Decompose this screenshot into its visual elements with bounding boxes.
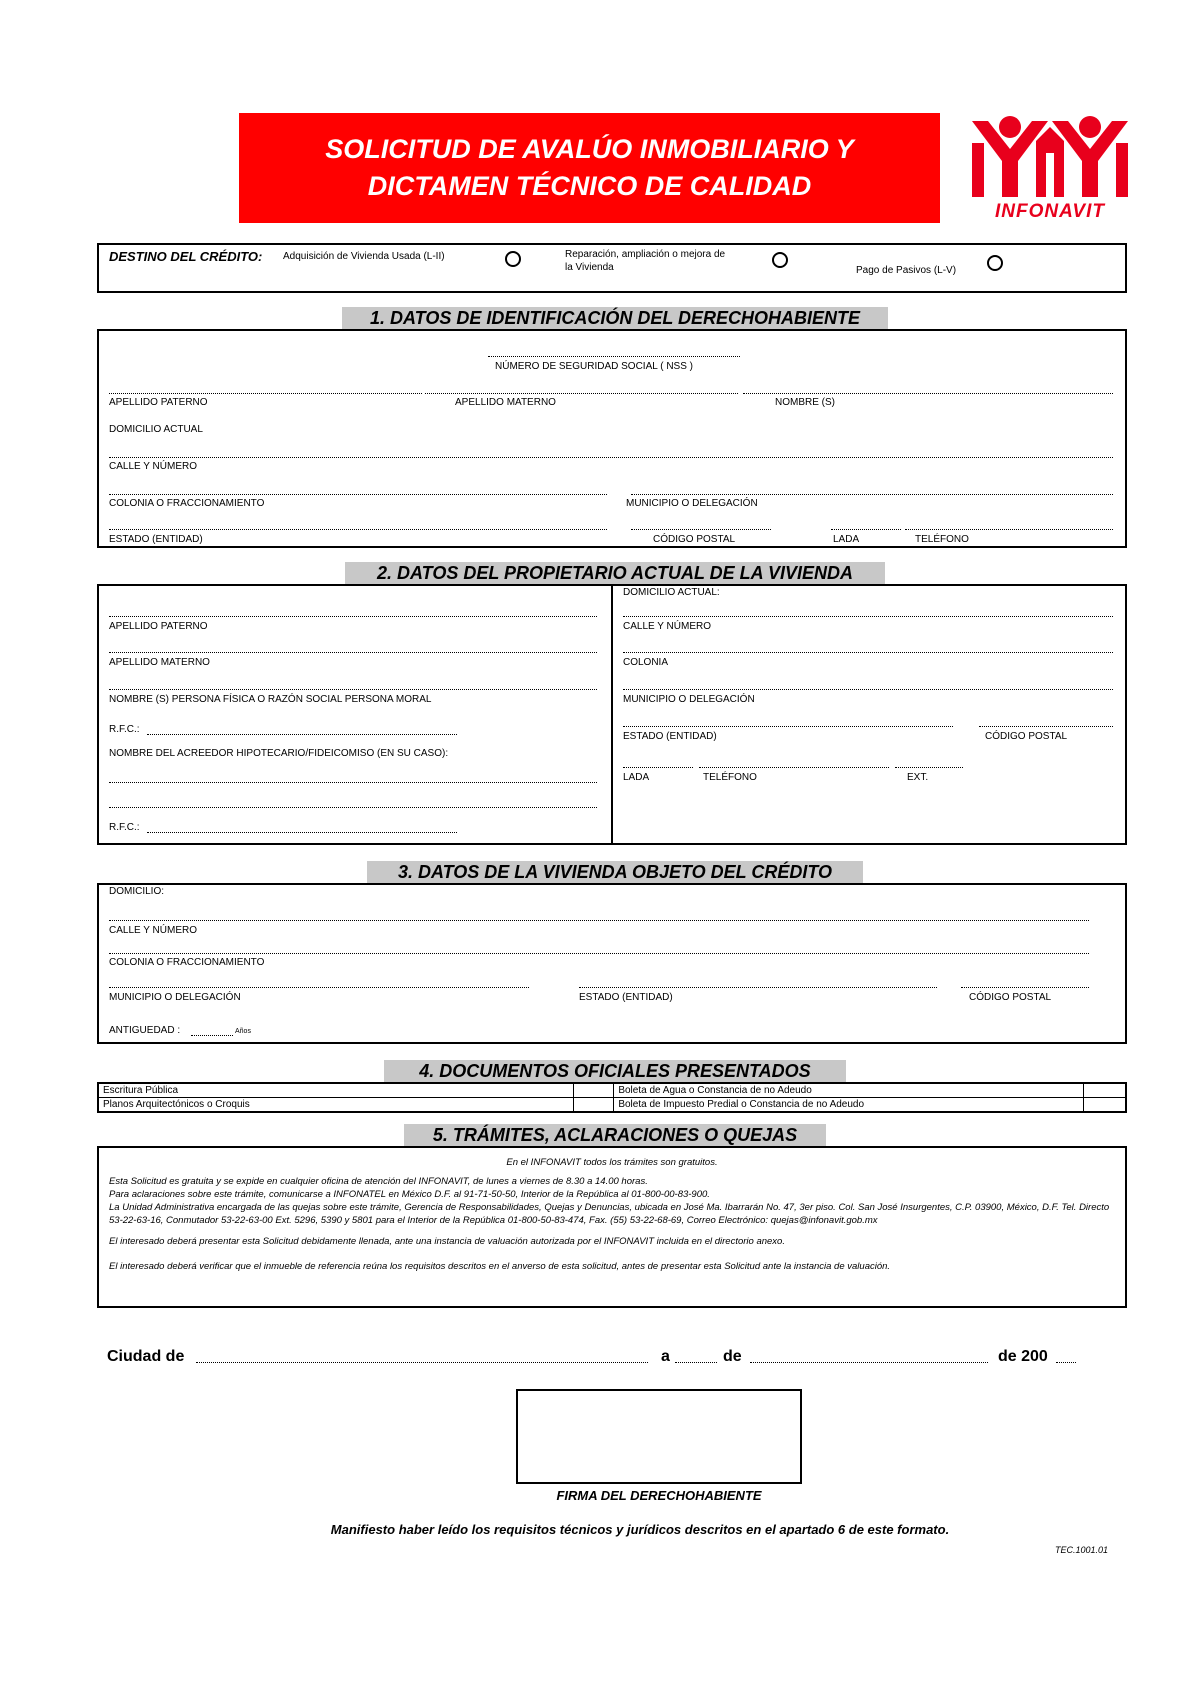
s1-municipio-field[interactable]	[631, 494, 1113, 495]
documents-table	[97, 1082, 1127, 1113]
s2-ap-materno-label: APELLIDO MATERNO	[109, 657, 210, 668]
s3-antiguedad-field[interactable]	[191, 1035, 233, 1036]
infonavit-logo-text: INFONAVIT	[995, 201, 1105, 222]
s1-ap-paterno-label: APELLIDO PATERNO	[109, 397, 208, 408]
s2-calle-field[interactable]	[623, 616, 1113, 617]
s2-rfc-label: R.F.C.:	[109, 724, 140, 735]
form-title-line2: DICTAMEN TÉCNICO DE CALIDAD	[367, 171, 812, 201]
s3-cp-label: CÓDIGO POSTAL	[969, 992, 1052, 1003]
documents-row	[98, 1083, 1126, 1098]
s1-calle-label: CALLE Y NÚMERO	[109, 461, 197, 472]
s1-telefono-field[interactable]	[905, 529, 1113, 530]
s2-rfc2-label: R.F.C.:	[109, 822, 140, 833]
doc4-checkbox[interactable]	[1083, 1098, 1126, 1113]
section4-title: 4. DOCUMENTOS OFICIALES PRESENTADOS	[384, 1060, 846, 1082]
dia-field[interactable]	[675, 1362, 717, 1363]
s1-lada-field[interactable]	[831, 529, 901, 530]
s2-lada-label: LADA	[623, 772, 650, 783]
s2-cp-label: CÓDIGO POSTAL	[985, 731, 1068, 742]
s2-telefono-field[interactable]	[699, 767, 889, 768]
s2-colonia-field[interactable]	[623, 652, 1113, 653]
s2-ext-field[interactable]	[895, 767, 963, 768]
doc3-checkbox[interactable]	[1083, 1083, 1126, 1098]
s1-domicilio-label: DOMICILIO ACTUAL	[109, 424, 203, 435]
nss-field[interactable]	[488, 356, 740, 357]
s1-ap-paterno-field[interactable]	[109, 393, 422, 394]
s2-acreedor-field-1[interactable]	[109, 782, 597, 783]
form-title-banner	[239, 113, 940, 223]
s1-telefono-label: TELÉFONO	[915, 534, 969, 545]
destino-opt3-radio[interactable]	[987, 255, 1003, 271]
s1-colonia-field[interactable]	[109, 494, 607, 495]
destino-opt1-radio[interactable]	[505, 251, 521, 267]
s1-cp-field[interactable]	[631, 529, 771, 530]
doc2-label: Planos Arquitectónicos o Croquis	[98, 1098, 574, 1113]
s2-municipio-label: MUNICIPIO O DELEGACIÓN	[623, 694, 755, 705]
form-title-line1: SOLICITUD DE AVALÚO INMOBILIARIO Y	[325, 134, 854, 164]
s1-nombre-label: NOMBRE (S)	[775, 397, 835, 408]
section5-box	[97, 1146, 1127, 1308]
s3-anos-label: Años	[235, 1028, 251, 1035]
s1-colonia-label: COLONIA O FRACCIONAMIENTO	[109, 498, 265, 509]
destino-credito-box	[97, 243, 1127, 293]
s3-colonia-label: COLONIA O FRACCIONAMIENTO	[109, 957, 265, 968]
de-label: de	[723, 1348, 742, 1365]
s5-p1: Esta Solicitud es gratuita y se expide en cualquier oficina de atención del INFONAVIT, de lunes a viernes de 8.30 a 14.00 horas.	[109, 1176, 648, 1187]
ciudad-field[interactable]	[196, 1362, 648, 1363]
section5-title: 5. TRÁMITES, ACLARACIONES O QUEJAS	[404, 1124, 826, 1146]
section2-box	[97, 584, 1127, 845]
section3-box	[97, 883, 1127, 1044]
s3-estado-field[interactable]	[579, 987, 937, 988]
s1-municipio-label: MUNICIPIO O DELEGACIÓN	[626, 498, 758, 509]
s1-lada-label: LADA	[833, 534, 860, 545]
destino-opt2-label-2: la Vivienda	[565, 262, 614, 273]
destino-opt1-label: Adquisición de Vivienda Usada (L-II)	[283, 251, 445, 262]
doc2-checkbox[interactable]	[574, 1098, 614, 1113]
doc1-checkbox[interactable]	[574, 1083, 614, 1098]
section1-box	[97, 329, 1127, 548]
s2-calle-label: CALLE Y NÚMERO	[623, 621, 711, 632]
s1-ap-materno-label: APELLIDO MATERNO	[455, 397, 556, 408]
infonavit-logo-icon	[970, 113, 1130, 203]
s5-p4: El interesado deberá presentar esta Solicitud debidamente llenada, ante una instancia de valuación autorizada por el INFONAVIT incluida en el directorio anexo.	[109, 1236, 785, 1247]
s2-estado-field[interactable]	[623, 726, 953, 727]
section1-title: 1. DATOS DE IDENTIFICACIÓN DEL DERECHOHABIENTE	[342, 307, 888, 329]
destino-opt3-label: Pago de Pasivos (L-V)	[856, 265, 957, 276]
s1-estado-field[interactable]	[109, 529, 607, 530]
nss-label: NÚMERO DE SEGURIDAD SOCIAL ( NSS )	[495, 361, 693, 372]
s1-calle-field[interactable]	[109, 457, 1113, 458]
s3-antiguedad-label: ANTIGUEDAD :	[109, 1025, 181, 1036]
section2-title: 2. DATOS DEL PROPIETARIO ACTUAL DE LA VIVIENDA	[345, 562, 885, 584]
doc4-label: Boleta de Impuesto Predial o Constancia de no Adeudo	[614, 1098, 1083, 1113]
s2-rfc-field[interactable]	[147, 734, 457, 735]
section2-divider	[611, 586, 613, 843]
s2-acreedor-field-2[interactable]	[109, 807, 597, 808]
s1-cp-label: CÓDIGO POSTAL	[653, 534, 736, 545]
s2-rfc2-field[interactable]	[147, 832, 457, 833]
infonavit-logo	[970, 113, 1130, 225]
s5-p3: La Unidad Administrativa encargada de las quejas sobre este trámite, Gerencia de Responsabilidades, Quejas y Denuncias, ubicada en José Ma. Ibarrarán No. 47, 3er piso. Col. San José Insurgentes, C.P. 03900, México, D.F. Tel. Directo 53-22-63-16, Conmutador 53-22-63-00 Ext. 5296, 5390 y 5801 para el Interior de la República 01-800-50-83-474, Fax. (55) 53-22-68-69, Correo Electrónico: quejas@infonavit.gob.mx	[109, 1202, 1110, 1226]
s3-municipio-label: MUNICIPIO O DELEGACIÓN	[109, 992, 241, 1003]
s5-p2: Para aclaraciones sobre este trámite, comunicarse a INFONATEL en México D.F. al 91-71-50-50, Interior de la República al 01-800-00-83-900.	[109, 1189, 710, 1200]
destino-opt2-radio[interactable]	[772, 252, 788, 268]
s2-ap-paterno-field[interactable]	[109, 616, 597, 617]
s2-ap-paterno-label: APELLIDO PATERNO	[109, 621, 208, 632]
de200-label: de 200	[998, 1348, 1048, 1365]
firma-label: FIRMA DEL DERECHOHABIENTE	[556, 1488, 762, 1503]
s3-calle-field[interactable]	[109, 920, 1089, 921]
s2-domicilio-label: DOMICILIO ACTUAL:	[623, 587, 720, 598]
manifiesto-text: Manifiesto haber leído los requisitos técnicos y jurídicos descritos en el apartado 6 de este formato.	[330, 1522, 950, 1537]
s2-colonia-label: COLONIA	[623, 657, 669, 668]
s2-acreedor-label: NOMBRE DEL ACREEDOR HIPOTECARIO/FIDEICOMISO (EN SU CASO):	[109, 748, 449, 759]
s2-telefono-label: TELÉFONO	[703, 772, 757, 783]
doc3-label: Boleta de Agua o Constancia de no Adeudo	[614, 1083, 1083, 1098]
s3-domicilio-label: DOMICILIO:	[109, 886, 165, 897]
form-code: TEC.1001.01	[1055, 1545, 1109, 1555]
s2-cp-field[interactable]	[979, 726, 1113, 727]
doc1-label: Escritura Pública	[98, 1083, 574, 1098]
s2-estado-label: ESTADO (ENTIDAD)	[623, 731, 717, 742]
s2-municipio-field[interactable]	[623, 689, 1113, 690]
s3-cp-field[interactable]	[961, 987, 1089, 988]
s2-ext-label: EXT.	[907, 772, 929, 783]
destino-label: DESTINO DEL CRÉDITO:	[109, 249, 263, 264]
section3-title: 3. DATOS DE LA VIVIENDA OBJETO DEL CRÉDITO	[367, 861, 863, 883]
s2-nombre-label: NOMBRE (S) PERSONA FÍSICA O RAZÓN SOCIAL PERSONA MORAL	[109, 694, 432, 705]
s3-colonia-field[interactable]	[109, 953, 1089, 954]
s3-estado-label: ESTADO (ENTIDAD)	[579, 992, 673, 1003]
documents-row	[98, 1098, 1126, 1113]
mes-field[interactable]	[750, 1362, 988, 1363]
s3-municipio-field[interactable]	[109, 987, 529, 988]
firma-box[interactable]	[516, 1389, 802, 1484]
s2-nombre-field[interactable]	[109, 689, 597, 690]
s1-nombre-field[interactable]	[743, 393, 1113, 394]
s2-lada-field[interactable]	[623, 767, 693, 768]
destino-opt2-label-1: Reparación, ampliación o mejora de	[565, 249, 726, 260]
s3-calle-label: CALLE Y NÚMERO	[109, 925, 197, 936]
a-label: a	[661, 1348, 670, 1365]
s5-gratuitos: En el INFONAVIT todos los trámites son gratuitos.	[506, 1157, 718, 1168]
s1-estado-label: ESTADO (ENTIDAD)	[109, 534, 203, 545]
s1-ap-materno-field[interactable]	[425, 393, 738, 394]
anio-field[interactable]	[1056, 1362, 1076, 1363]
s5-p5: El interesado deberá verificar que el inmueble de referencia reúna los requisitos descritos en el anverso de esta solicitud, antes de presentar esta Solicitud ante la instancia de valuación.	[109, 1261, 891, 1272]
s2-ap-materno-field[interactable]	[109, 652, 597, 653]
ciudad-label: Ciudad de	[107, 1348, 185, 1365]
